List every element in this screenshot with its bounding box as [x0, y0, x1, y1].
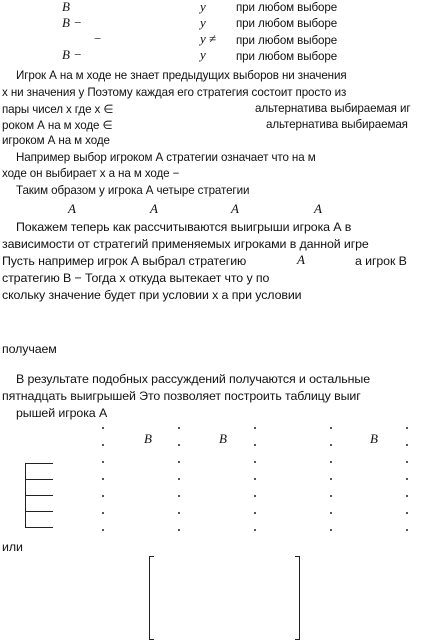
table-header-3: B — [370, 431, 378, 446]
p1-line-3: пары чисел x где x ∈ — [2, 103, 114, 116]
choice-1-right: при любом выборе — [236, 1, 338, 14]
p1-line-5: игроком А на м ходе — [2, 134, 110, 147]
table-header-2: B — [219, 431, 227, 446]
choice-3-mid: y ≠ — [200, 31, 217, 46]
p2-line-1: Например выбор игроком А стратегии означает что на м — [16, 151, 316, 164]
p5-line-2: пятнадцать выигрышей Это позволяет построить таблицу выиг — [2, 389, 361, 403]
p1-line-2: x ни значения y Поэтому каждая его стратегия состоит просто из — [2, 86, 347, 99]
word-or: или — [2, 540, 23, 554]
p1-line-1: Игрок А на м ходе не знает предыдущих выборов ни значения — [16, 69, 347, 82]
choice-1-mid: y — [200, 0, 206, 14]
p5-line-1: В результате подобных рассуждений получаются и остальные — [16, 372, 371, 386]
p4-line-5: скольку значение будет при условии x а при условии — [2, 288, 302, 302]
p4-line-1: Покажем теперь как рассчитываются выигрыши игрока А в — [16, 220, 352, 234]
choice-2-right: при любом выборе — [236, 17, 338, 30]
table-header-1: B — [144, 431, 152, 446]
strategy-3: A — [231, 201, 239, 216]
p4-line-2: зависимости от стратегий применяемых игроками в данной игре — [2, 237, 369, 251]
choice-2-left: B − — [62, 15, 82, 30]
choice-3-left: − — [94, 31, 102, 46]
p4-line-3-a: A — [297, 252, 305, 267]
p2-line-2: ходе он выбирает x а на м ходе − — [2, 167, 180, 180]
strategy-2: A — [150, 201, 158, 216]
choice-2-mid: y — [200, 15, 206, 30]
p4-line-3-b: а игрок B — [355, 254, 407, 268]
p5-line-3: рышей игрока А — [16, 406, 108, 420]
strategy-4: A — [314, 201, 322, 216]
paragraph-3: Таким образом у игрока А четыре стратегии — [16, 184, 250, 197]
p4-line-3: Пусть например игрок А выбрал стратегию — [2, 254, 247, 268]
p4-line-4: стратегию B − Тогда x откуда вытекает что y по — [2, 271, 270, 285]
choice-4-right: при любом выборе — [236, 50, 338, 63]
choice-4-left: B − — [62, 47, 82, 62]
p1-line-3-right: альтернатива выбираемая иг — [255, 102, 411, 115]
p1-line-4: роком А на м ходе ∈ — [2, 119, 113, 132]
choice-1-left: B — [62, 0, 70, 14]
strategy-1: A — [68, 201, 76, 216]
choice-4-mid: y — [200, 47, 206, 62]
word-received: получаем — [2, 342, 57, 356]
p1-line-4-right: альтернатива выбираемая — [266, 118, 408, 131]
choice-3-right: при любом выборе — [236, 34, 338, 47]
